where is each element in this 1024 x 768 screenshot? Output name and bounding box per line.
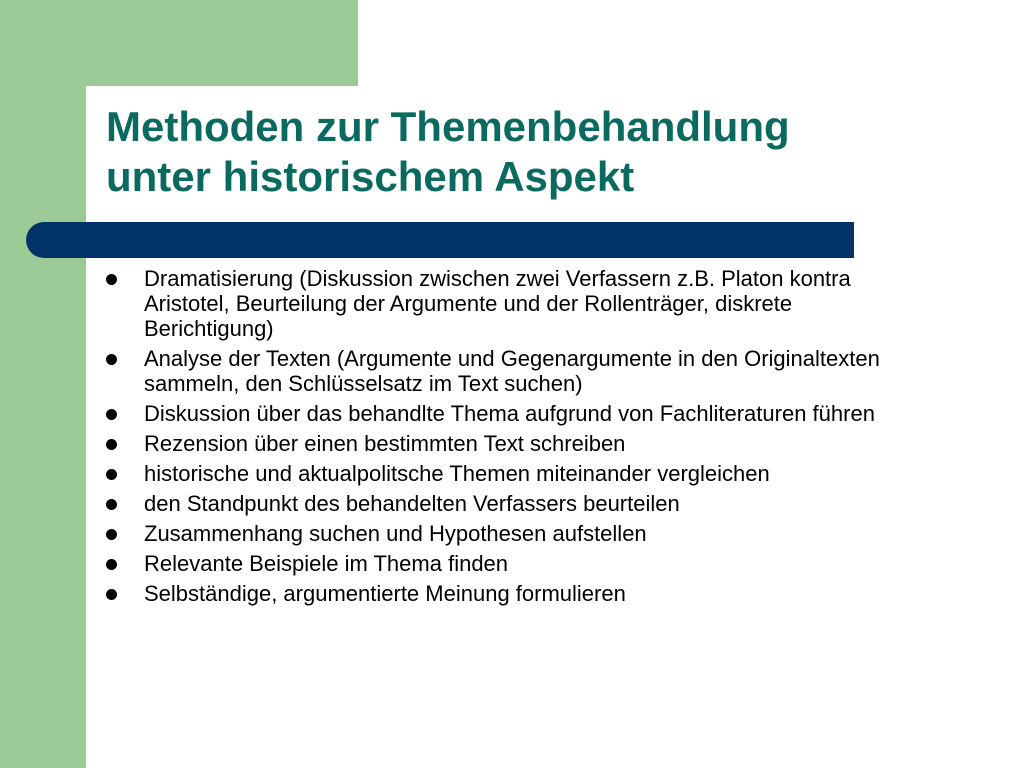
bullet-dot-icon bbox=[106, 529, 117, 540]
bullet-dot-icon bbox=[106, 499, 117, 510]
slide-title-line: Methoden zur Themenbehandlung bbox=[106, 103, 790, 150]
bullet-item bbox=[106, 551, 926, 576]
bullet-text: Rezension über einen bestimmten Text schreiben bbox=[144, 431, 626, 456]
bullet-dot-icon bbox=[106, 409, 117, 420]
bullet-dot-icon bbox=[106, 559, 117, 570]
bullet-item bbox=[106, 431, 926, 456]
left-accent-band bbox=[0, 0, 86, 768]
bullet-dot-icon bbox=[106, 354, 117, 365]
bullet-dot-icon bbox=[106, 469, 117, 480]
bullet-item bbox=[106, 346, 926, 396]
title-divider-bar bbox=[26, 222, 854, 258]
top-accent-block bbox=[0, 0, 358, 86]
bullet-text: Zusammenhang suchen und Hypothesen aufstellen bbox=[144, 521, 647, 546]
bullet-item bbox=[106, 491, 926, 516]
bullet-text: Relevante Beispiele im Thema finden bbox=[144, 551, 509, 576]
slide-title bbox=[106, 102, 986, 202]
bullet-text: Analyse der Texten (Argumente und Gegenargumente in den Originaltexten sammeln, den Schlüsselsatz im Text suchen) bbox=[144, 346, 880, 396]
bullet-item bbox=[106, 266, 926, 341]
bullet-list bbox=[106, 266, 926, 611]
bullet-dot-icon bbox=[106, 439, 117, 450]
bullet-text: Dramatisierung (Diskussion zwischen zwei Verfassern z.B. Platon kontra Aristotel, Beurteilung der Argumente und der Rollenträger, diskrete Berichtigung) bbox=[144, 266, 851, 341]
bullet-dot-icon bbox=[106, 589, 117, 600]
bullet-text: den Standpunkt des behandelten Verfassers beurteilen bbox=[144, 491, 680, 516]
bullet-item bbox=[106, 521, 926, 546]
slide-title-line: unter historischem Aspekt bbox=[106, 153, 635, 200]
bullet-item bbox=[106, 401, 926, 426]
bullet-text: historische und aktualpolitsche Themen miteinander vergleichen bbox=[144, 461, 770, 486]
bullet-text: Selbständige, argumentierte Meinung formulieren bbox=[144, 581, 626, 606]
bullet-item bbox=[106, 461, 926, 486]
bullet-item bbox=[106, 581, 926, 606]
bullet-dot-icon bbox=[106, 274, 117, 285]
bullet-text: Diskussion über das behandlte Thema aufgrund von Fachliteraturen führen bbox=[144, 401, 875, 426]
